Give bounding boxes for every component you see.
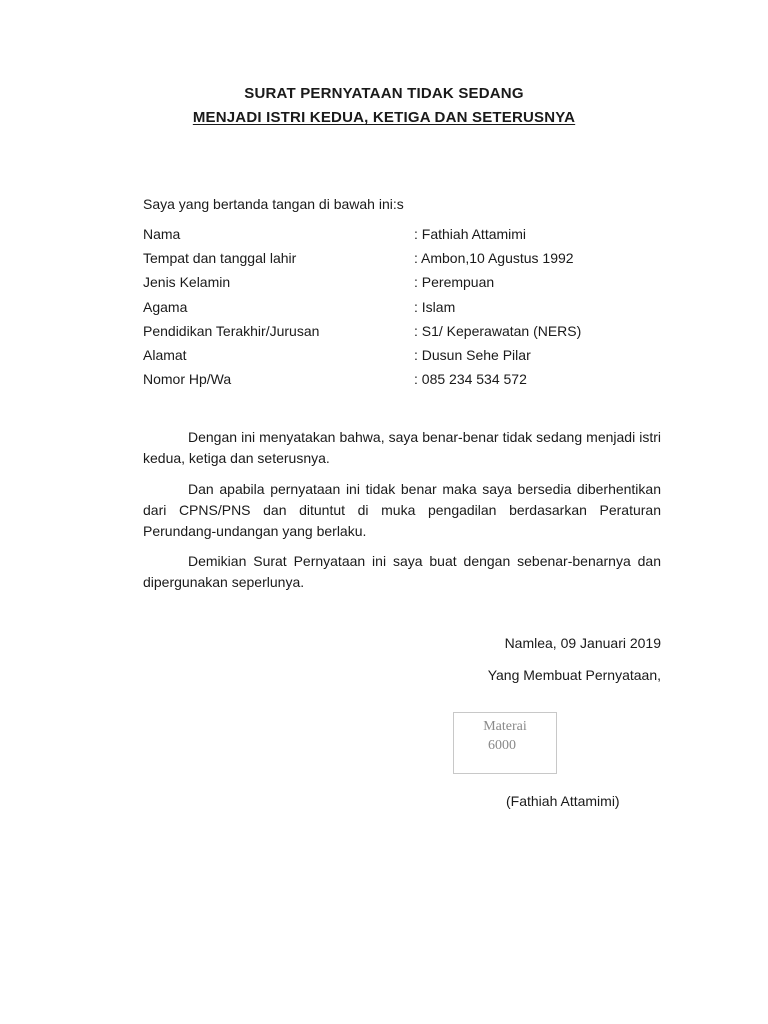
document-title-line2-text: MENJADI ISTRI KEDUA, KETIGA DAN SETERUSNYA bbox=[192, 109, 576, 126]
stamp-label: Materai bbox=[483, 719, 527, 734]
field-row-phone bbox=[143, 371, 663, 395]
intro-text: Saya yang bertanda tangan di bawah ini:s bbox=[143, 196, 404, 212]
field-row-gender bbox=[143, 274, 663, 298]
field-label: Alamat bbox=[143, 346, 187, 363]
field-value: : Ambon,10 Agustus 1992 bbox=[414, 250, 574, 267]
statement-paragraph-1: Dengan ini menyatakan bahwa, saya benar-benar tidak sedang menjadi istri kedua, ketiga dan seterusnya. bbox=[143, 429, 661, 466]
field-value: : Islam bbox=[414, 298, 456, 315]
field-label: Nomor Hp/Wa bbox=[143, 371, 232, 388]
field-row-religion bbox=[143, 299, 663, 323]
field-label: Jenis Kelamin bbox=[143, 274, 231, 291]
field-value: : Fathiah Attamimi bbox=[414, 226, 527, 242]
document-title-line1: SURAT PERNYATAAN TIDAK SEDANG bbox=[244, 85, 524, 102]
duty-stamp-box bbox=[453, 712, 557, 774]
identity-fields bbox=[143, 226, 663, 395]
field-row-education bbox=[143, 323, 663, 347]
stamp-amount: 6000 bbox=[488, 738, 516, 753]
maker-label: Yang Membuat Pernyataan, bbox=[487, 667, 661, 683]
field-value: : Perempuan bbox=[414, 274, 495, 291]
field-row-address bbox=[143, 347, 663, 371]
field-label: Pendidikan Terakhir/Jurusan bbox=[143, 322, 320, 339]
field-value: : 085 234 534 572 bbox=[414, 371, 527, 388]
place-date: Namlea, 09 Januari 2019 bbox=[504, 635, 661, 651]
field-row-birth bbox=[143, 250, 663, 274]
field-label: Agama bbox=[143, 298, 188, 315]
field-label: Nama bbox=[143, 226, 181, 242]
field-value: : Dusun Sehe Pilar bbox=[414, 346, 531, 363]
field-row-name bbox=[143, 226, 663, 250]
field-value: : S1/ Keperawatan (NERS) bbox=[414, 322, 582, 339]
document-title-line2 bbox=[0, 109, 768, 126]
signer-name: (Fathiah Attamimi) bbox=[506, 793, 620, 809]
statement-paragraph-2: Dan apabila pernyataan ini tidak benar maka saya bersedia diberhentikan dari CPNS/PNS dan dituntut di muka pengadilan berdasarkan Peraturan Perundang-undangan yang berlaku. bbox=[143, 481, 661, 539]
statement-paragraph-3: Demikian Surat Pernyataan ini saya buat dengan sebenar-benarnya dan dipergunakan seperlunya. bbox=[143, 553, 661, 590]
field-label: Tempat dan tanggal lahir bbox=[143, 250, 297, 267]
